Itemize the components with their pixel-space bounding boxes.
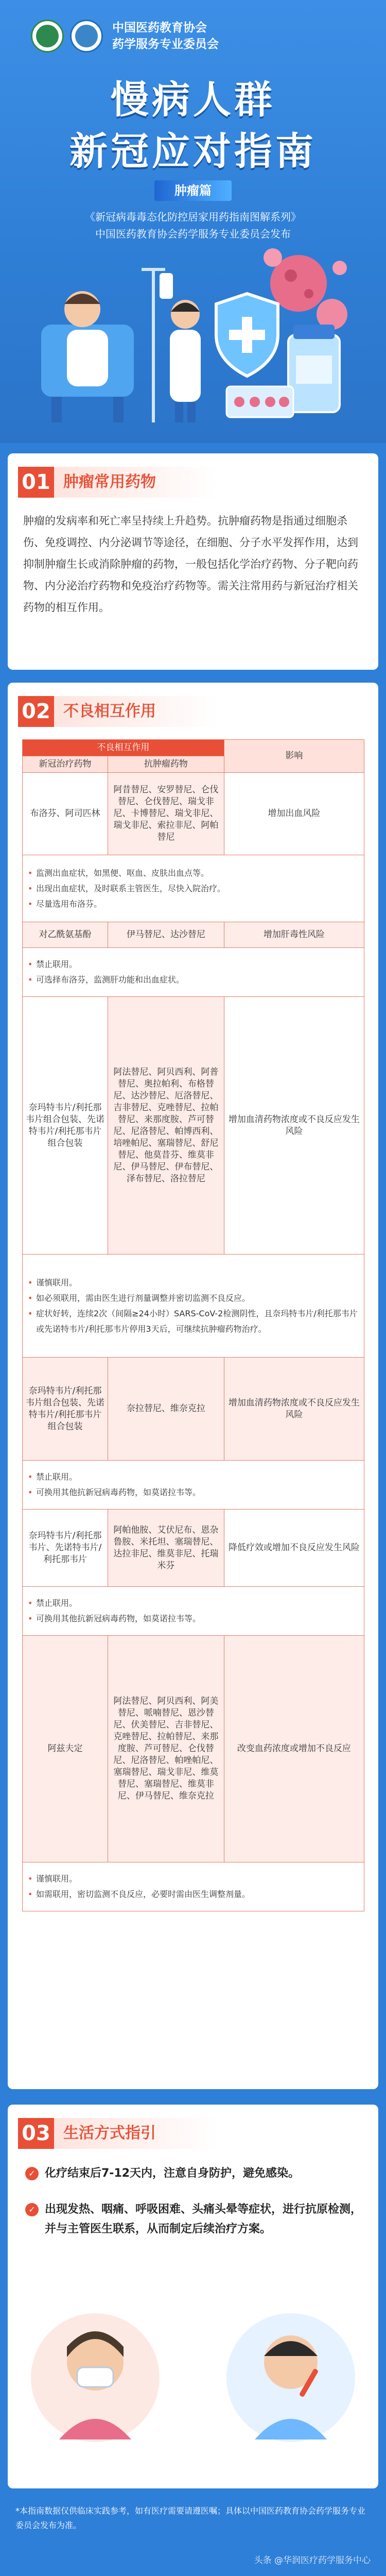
tumor-drug-cell: 伊马替尼、达沙替尼 (108, 922, 224, 948)
note-row (23, 1461, 364, 1510)
section-interactions (8, 683, 378, 2089)
tumor-drug-cell: 阿昔替尼、安罗替尼、仑伐替尼、仑伐替尼、瑞戈非尼、卡博替尼、瑞戈非尼、瑞戈非尼、索拉非尼、阿帕替尼 (108, 773, 224, 855)
note-cell (23, 855, 364, 922)
section1-text: 肿瘤的发病率和死亡率呈持续上升趋势。抗肿瘤药物是指通过细胞杀伤、免疫调控、内分泌调节等途径，在细胞、分子水平发挥作用，达到抑制肿瘤生长或消除肿瘤的药物，一般包括化学治疗药物、分子靶向药物、内分泌治疗药物和免疫治疗药物等。需关注常用药与新冠治疗相关药物的相互作用。 (23, 515, 358, 614)
iv-drip-icon (142, 268, 173, 422)
note-item: • 可选择布洛芬，监测肝功能和出血症状。 (28, 972, 359, 988)
effect-cell: 降低疗效或增加不良反应发生风险 (224, 1510, 364, 1587)
effect-cell: 改变血药浓度或增加不良反应 (224, 1636, 364, 1862)
table-row (23, 773, 364, 855)
org-line1: 中国医药教育协会 (112, 21, 207, 35)
hero-illustration (31, 247, 360, 433)
section2-number: 02 (18, 696, 54, 727)
note-item: • 禁止联用。 (28, 957, 359, 972)
committee-logo-icon (70, 20, 103, 53)
source-watermark: 头条 @华润医疗药学服务中心 (254, 2555, 371, 2566)
note-item: • 可换用其他抗新冠病毒药物，如莫诺拉韦等。 (28, 1611, 359, 1626)
note-row (23, 1255, 364, 1358)
series-subtitle: 《新冠病毒毒态化防控居家用药指南图解系列》 (85, 211, 301, 223)
header-banner (0, 0, 386, 443)
note-item: • 症状好转，连续2次（间隔≥24小时）SARS-CoV-2检测阴性，且奈玛特韦片/利托那韦片或先诺特韦片/利托那韦片停用3天后，可继续抗肿瘤药物治疗。 (28, 1306, 359, 1337)
thermometer-person-icon (226, 2313, 355, 2442)
association-logo-icon (31, 20, 64, 53)
table-row (23, 1636, 364, 1862)
lifestyle-item-text: 化疗结束后7-12天内，注意自身防护，避免感染。 (45, 2167, 300, 2180)
lifestyle-item (25, 2164, 365, 2183)
covid-drug-cell: 奈玛特韦片/利托那韦片组合包装、先诺特韦片/利托那韦片组合包装 (23, 1358, 108, 1461)
note-cell (23, 1255, 364, 1358)
shield-icon (216, 294, 278, 376)
section1-header (18, 467, 218, 498)
check-icon: ✓ (25, 2203, 39, 2216)
main-title-line2: 新冠应对指南 (69, 129, 317, 174)
note-item: • 如必须联用，需由医生进行剂量调整并密切监测不良反应。 (28, 1291, 359, 1306)
covid-drug-cell: 阿兹夫定 (23, 1636, 108, 1862)
section1-number: 01 (18, 467, 54, 498)
table-row (23, 1510, 364, 1587)
publisher-subtitle: 中国医药教育协会药学服务专业委员会发布 (95, 228, 291, 240)
pill-pack-icon (226, 386, 293, 417)
effect-cell: 增加血清药物浓度或不良反应发生风险 (224, 1358, 364, 1461)
section2-header (18, 696, 218, 727)
note-row (23, 855, 364, 922)
tumor-drug-cell: 阿帕他胺、艾伏尼布、恩杂鲁胺、米托坦、塞瑞替尼、达拉非尼、维莫非尼、托瑞米芬 (108, 1510, 224, 1587)
covid-drug-cell: 奈玛特韦片/利托那韦片组合包装、先诺特韦片/利托那韦片组合包装 (23, 997, 108, 1255)
effect-cell: 增加出血风险 (224, 773, 364, 855)
header-effect: 影响 (224, 740, 364, 773)
table-header-row (23, 740, 364, 756)
lifestyle-item-text: 出现发热、咽痛、呼吸困难、头痛头晕等症状，进行抗原检测，并与主管医生联系，从而制定后续治疗方案。 (45, 2203, 362, 2235)
note-item: • 谨慎联用。 (28, 1275, 359, 1291)
lifestyle-item (25, 2200, 365, 2239)
note-item: • 如需联用，密切监测不良反应，必要时需由医生调整剂量。 (28, 1887, 359, 1902)
section3-title: 生活方式指引 (54, 2118, 218, 2149)
covid-drug-cell: 奈玛特韦片/利托那韦片、先诺特韦片/利托那韦片 (23, 1510, 108, 1587)
patient-chair-icon (41, 291, 134, 422)
main-title-line1: 慢病人群 (111, 78, 275, 122)
lifestyle-illustration (28, 2290, 358, 2465)
note-item: • 监测出血症状，如黑便、呕血、皮肤出血点等。 (28, 866, 359, 881)
note-item: • 禁止联用。 (28, 1596, 359, 1611)
note-item: • 禁止联用。 (28, 1469, 359, 1485)
section3-header (18, 2118, 218, 2149)
table-row (23, 1358, 364, 1461)
org-name (112, 20, 219, 53)
section-lifestyle (8, 2105, 378, 2488)
effect-cell: 增加血清药物浓度或不良反应发生风险 (224, 997, 364, 1255)
note-item: • 可换用其他抗新冠病毒药物，如莫诺拉韦等。 (28, 1485, 359, 1500)
note-cell (23, 1587, 364, 1636)
medicine-bottle-icon (288, 325, 340, 412)
masked-person-icon (31, 2313, 160, 2442)
note-item: • 尽量选用布洛芬。 (28, 896, 359, 912)
check-icon: ✓ (25, 2167, 39, 2180)
tumor-drug-cell: 奈拉替尼、维奈克拉 (108, 1358, 224, 1461)
header-covid-drug: 新冠治疗药物 (23, 756, 108, 773)
section-common-drugs (8, 453, 378, 670)
footer-note: *本指南数据仅供临床实践参考，如有医疗需要请遵医嘱；具体以中国医药教育协会药学服务专业委员会发布为准。 (15, 2506, 366, 2530)
header-tumor-drug: 抗肿瘤药物 (108, 756, 224, 773)
tumor-drug-cell: 阿法替尼、阿贝西利、阿美替尼、哌喃替尼、恩沙替尼、伏美替尼、吉非替尼、克唑替尼、拉帕替尼、来那度胺、芦可替尼、仑伐替尼、尼洛替尼、帕唑帕尼、塞瑞替尼、瑞戈非尼、维莫替尼、塞瑞替尼、维莫非尼、伊马替尼、维奈克拉 (108, 1636, 224, 1862)
doctor-icon (170, 300, 201, 422)
note-item: • 谨慎联用。 (28, 1871, 359, 1887)
org-line2: 药学服务专业委员会 (112, 38, 219, 51)
note-item: • 出现出血症状，及时联系主管医生，尽快入院治疗。 (28, 881, 359, 896)
section2-title: 不良相互作用 (54, 696, 218, 727)
note-cell (23, 1461, 364, 1510)
table-row (23, 997, 364, 1255)
note-row (23, 1862, 364, 1911)
note-row (23, 1587, 364, 1636)
covid-drug-cell: 布洛芬、阿司匹林 (23, 773, 108, 855)
covid-drug-cell: 对乙酰氨基酚 (23, 922, 108, 948)
note-cell (23, 948, 364, 997)
header-group: 不良相互作用 (23, 740, 224, 756)
logo-row (31, 20, 219, 53)
section1-title: 肿瘤常用药物 (54, 467, 218, 498)
effect-cell: 增加肝毒性风险 (224, 922, 364, 948)
section3-number: 03 (18, 2118, 54, 2149)
interaction-table (22, 739, 364, 1911)
table-row (23, 922, 364, 948)
tumor-drug-cell: 阿法替尼、阿贝西利、阿普替尼、奥拉帕利、布格替尼、达沙替尼、厄洛替尼、吉非替尼、克唑替尼、拉帕替尼、来那度胺、芦可替尼、尼洛替尼、帕博西利、培唑帕尼、塞瑞替尼、舒尼替尼、他莫昔芬、维莫非尼、伊马替尼、伊布替尼、泽布替尼、洛拉替尼 (108, 997, 224, 1255)
note-cell (23, 1862, 364, 1911)
category-tag: 肿瘤篇 (154, 180, 232, 201)
note-row (23, 948, 364, 997)
